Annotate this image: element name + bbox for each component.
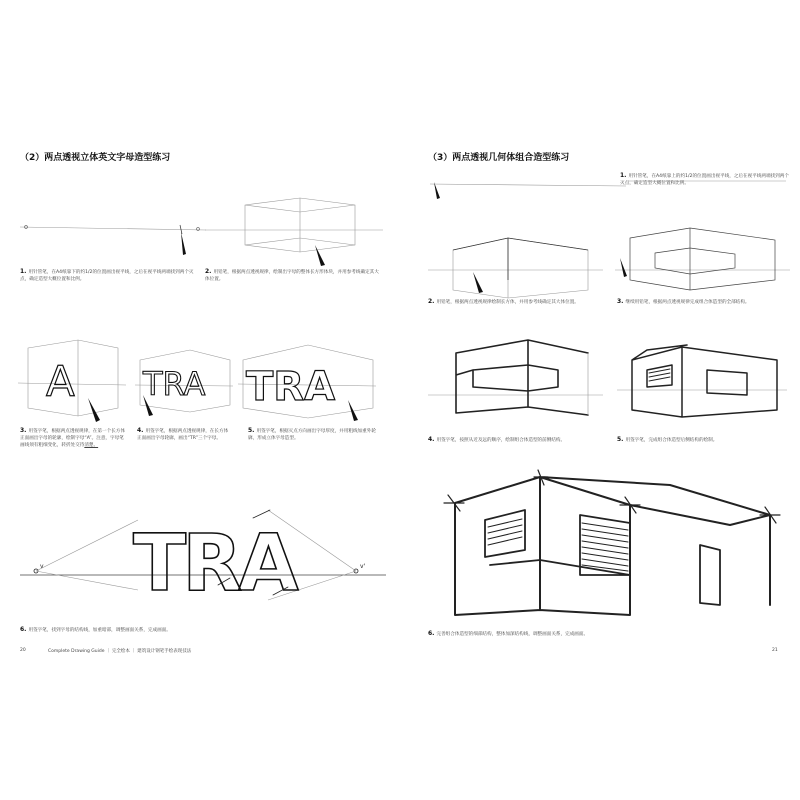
left-step6-num: 6.: [20, 626, 27, 633]
step4-letters: TRA: [143, 365, 206, 403]
right-step4-caption: [428, 436, 603, 444]
left-step3-text: 用签字笔，根据两点透视规律，在第一个长方体正面画出字母的轮廓，绘制字母“A”。注意，字母笔画线须有粗细变化，转折处交待: [20, 429, 125, 448]
left-step2-num: 2.: [205, 268, 212, 275]
left-footer-text: Complete Drawing Guide ｜ 完全绘本 ｜ 建筑设计钢笔手绘表现技法: [48, 649, 192, 654]
left-step1-caption: [20, 268, 195, 283]
right-step2-sketch: [428, 220, 603, 295]
right-step4-num: 4.: [428, 436, 435, 443]
right-step1-num: 1.: [620, 172, 627, 179]
right-step6-text: 完善组合体造型的细部结构，整体加深结构线，调整画面关系，完成画面。: [436, 632, 589, 637]
big-letters: TRA: [133, 519, 295, 609]
right-step4-text: 用签字笔，按照从近及远的顺序，绘制组合体造型的前侧结构。: [436, 438, 566, 443]
right-step2-caption: [428, 298, 598, 306]
right-step5-num: 5.: [617, 436, 624, 443]
left-step5-caption: [248, 427, 378, 442]
right-step3-sketch: [615, 218, 790, 298]
left-step2-text: 用铅笔，根据两点透视规律，绘制出字母的整体长方形体块，并用参考线确定其大体位置。: [205, 270, 379, 282]
left-step4-caption: [137, 427, 232, 442]
left-step1-text: 用针管笔，在A4纸靠下的约1/2的位置画出视平线，之后在视平线两端找到两个灭点，确定造型大概位置和比例。: [20, 270, 194, 282]
left-section-title: （2）两点透视立体英文字母造型练习: [20, 153, 171, 163]
step2-sketch: [205, 190, 385, 270]
vanishing-point-right-label: v': [360, 563, 366, 570]
step1-sketch: [18, 210, 208, 265]
step3-letter: A: [46, 357, 75, 406]
right-step6-sketch: [430, 465, 790, 625]
right-step1-sketch: [428, 170, 628, 205]
left-step3-num: 3.: [20, 427, 27, 434]
right-step1-text: 用针管笔，在A4纸靠上的约1/2的位置画出视平线，之后在视平线两端找到两个灭点，确定造型大概位置和比例。: [620, 174, 789, 186]
left-step4-text: 用签字笔，根据两点透视规律，在长方体正面画出字母轮廓，画出“TR”三个字母。: [137, 429, 229, 441]
left-step1-num: 1.: [20, 268, 27, 275]
step6-sketch: [18, 490, 388, 620]
right-step4-sketch: [428, 325, 603, 425]
right-step2-num: 2.: [428, 298, 435, 305]
step3-sketch: [18, 338, 128, 428]
left-page-number: 20: [20, 648, 26, 653]
right-step5-caption: [617, 436, 787, 444]
right-step6-caption: [428, 630, 788, 638]
right-step5-sketch: [617, 325, 787, 425]
right-step2-text: 用铅笔，根据两点透视规律绘制长方体，并用参考线确定其大体位置。: [436, 300, 579, 305]
right-step3-num: 3.: [617, 298, 624, 305]
right-step3-text: 继续用铅笔，根据两点透视规律完成组合体造型的全部结构。: [625, 300, 750, 305]
right-step3-caption: [617, 298, 787, 306]
right-step6-num: 6.: [428, 630, 435, 637]
left-step5-text: 用签字笔，根据灭点方向画出字母厚度，并用粗线加重外轮廓，形成立体字母造型。: [248, 429, 376, 441]
left-step6-text: 用签字笔，找到字母的结构线，加重暗部，调整画面关系，完成画面。: [28, 628, 171, 633]
left-step3-underline: 清楚。: [84, 443, 99, 448]
left-step2-caption: [205, 268, 380, 283]
step5-letters: TRA: [246, 364, 336, 410]
left-step4-num: 4.: [137, 427, 144, 434]
step4-sketch: [135, 340, 235, 420]
step5-sketch: [238, 340, 378, 425]
right-section-title: （3）两点透视几何体组合造型练习: [428, 153, 570, 163]
left-step6-caption: [20, 626, 380, 634]
right-step5-text: 用签字笔，完成组合体造型后侧结构的绘制。: [625, 438, 718, 443]
right-step1-line: [628, 178, 788, 188]
left-step3-caption: [20, 427, 125, 449]
left-step5-num: 5.: [248, 427, 255, 434]
vanishing-point-left-label: v: [40, 563, 44, 570]
right-page-number: 21: [772, 648, 778, 653]
